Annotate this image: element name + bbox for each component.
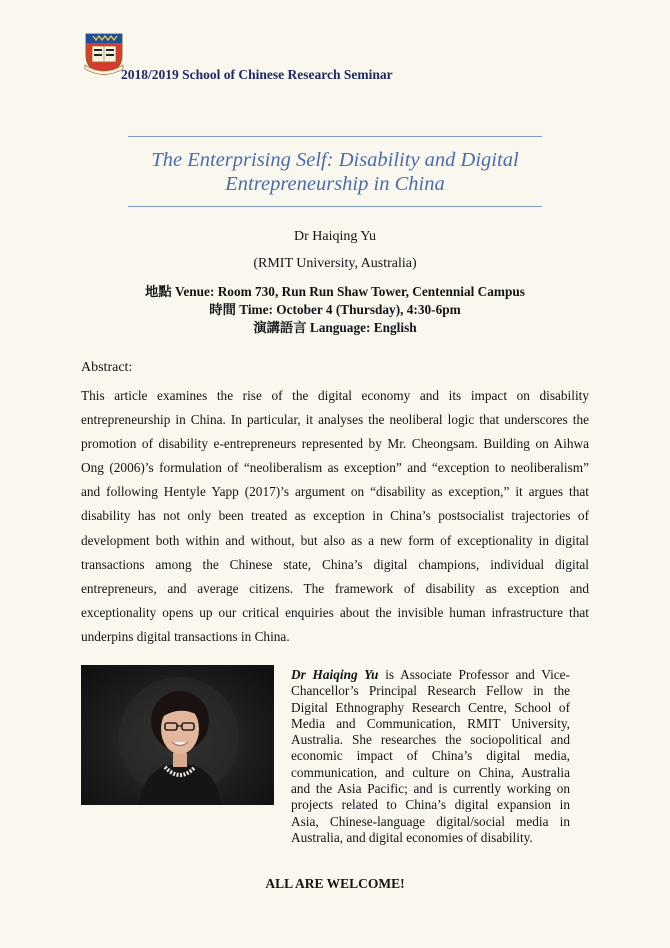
abstract-heading: Abstract: [81, 360, 133, 375]
talk-title-line: Entrepreneurship in China [225, 173, 445, 195]
bio-first-line-text: is Associate Professor and Vice- [378, 667, 570, 682]
abstract-line: Ong (2006)’s formulation of “neoliberalism as exception” and “exception to neoliberalism” [81, 460, 589, 476]
abstract-line: underpins digital transactions in China. [81, 628, 290, 644]
bio-first-line [291, 667, 570, 683]
abstract-line: promotion of disability e-entrepreneurs represented by Mr. Cheongsam. Building on Aihwa [81, 436, 589, 452]
abstract-line: This article examines the rise of the digital economy and its impact on disability [81, 388, 589, 403]
title-rule-top [128, 136, 542, 137]
bio-line: Digital Ethnography Research Centre, School of [291, 699, 570, 715]
abstract-line: entrepreneurship in China. In particular, it analyses the neoliberal logic that underscores the [81, 412, 589, 428]
time-line: 時間 Time: October 4 (Thursday), 4:30-6pm [209, 302, 461, 317]
abstract-line: development both within and without, but also as a new form of exceptionality in digital [81, 532, 589, 548]
bio-line: and the Asia Pacific; and is currently working on [291, 781, 570, 797]
bio-line: Chancellor’s Principal Research Fellow in the [291, 683, 570, 699]
bio-line: economic impact of China’s digital media, [291, 748, 570, 764]
abstract-line: exceptionality opens up our critical enquiries about the invisible human infrastructure that [81, 604, 589, 620]
welcome-note: ALL ARE WELCOME! [265, 876, 405, 891]
speaker-affiliation: (RMIT University, Australia) [253, 256, 417, 271]
seminar-series-title: 2018/2019 School of Chinese Research Seminar [121, 67, 393, 82]
talk-title [100, 148, 570, 196]
abstract-line: entrepreneurs, and average citizens. The framework of disability as exception and [81, 580, 589, 596]
speaker-name: Dr Haiqing Yu [294, 229, 376, 244]
language-line: 演講語言 Language: English [253, 320, 417, 335]
abstract-line: and following Hentyle Yapp (2017)’s argument on “disability as exception,” it argues that [81, 484, 589, 500]
bio-line: projects related to China’s digital expansion in [291, 797, 570, 813]
abstract-line: transactions among the Chinese state, China’s digital champions, individual digital [81, 556, 589, 572]
bio-line: communication, and culture on China, Australia [291, 764, 570, 780]
bio-line: Asia, Chinese-language digital/social media in [291, 813, 570, 829]
bio-line: Australia. She researches the sociopolitical and [291, 732, 570, 748]
bio-speaker-name: Dr Haiqing Yu [291, 667, 379, 682]
speaker-portrait-photo [81, 665, 274, 805]
title-rule-bottom [128, 206, 542, 207]
university-crest-icon [84, 32, 124, 76]
abstract-line: disability has not only been treated as exception in China’s postsocialist trajectories of [81, 508, 589, 524]
talk-title-line: The Enterprising Self: Disability and Digital [151, 149, 519, 171]
bio-line: Australia, and digital economies of disability. [291, 829, 533, 845]
speaker-bio [291, 667, 570, 846]
abstract-body [81, 384, 589, 649]
venue-line: 地點 Venue: Room 730, Run Run Shaw Tower, Centennial Campus [145, 284, 525, 299]
bio-line: Media and Communication, RMIT University, [291, 715, 570, 731]
